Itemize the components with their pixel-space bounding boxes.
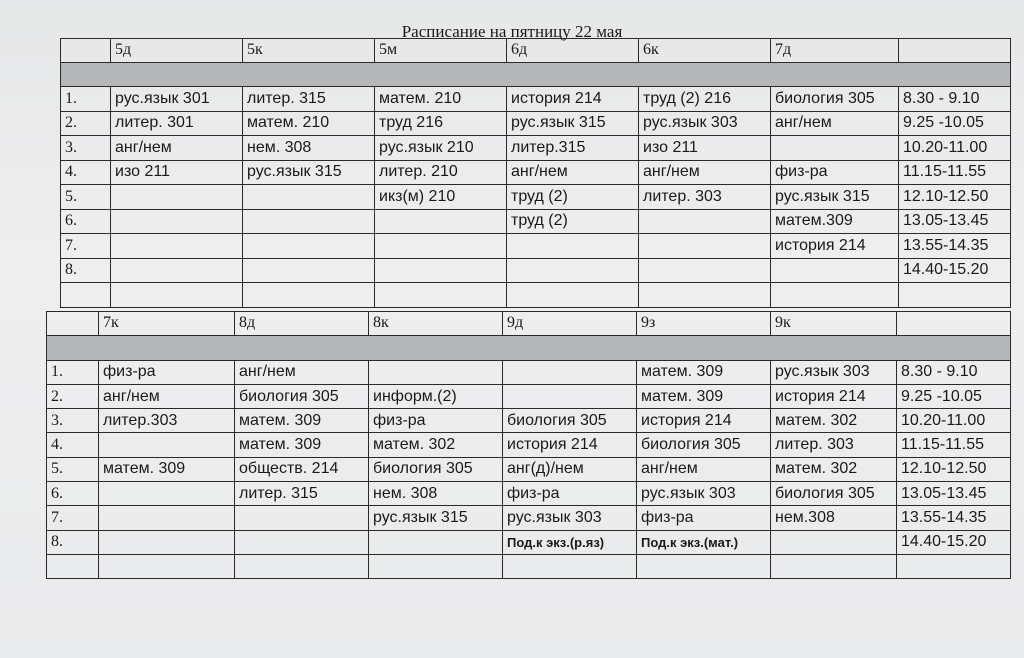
time-cell: 9.25 -10.05 (899, 111, 1011, 136)
empty-row (47, 554, 1011, 578)
lesson-number: 2. (61, 111, 111, 136)
lesson-cell (369, 360, 503, 384)
lesson-cell: матем. 302 (771, 457, 897, 481)
lesson-row (47, 433, 1011, 457)
lesson-row (61, 111, 1011, 136)
time-cell: 10.20-11.00 (897, 409, 1011, 433)
lesson-row (61, 258, 1011, 283)
lesson-cell (771, 136, 899, 161)
lesson-cell: рус.язык 315 (369, 506, 503, 530)
lesson-cell (243, 185, 375, 210)
lesson-number: 6. (61, 209, 111, 234)
class-header: 8д (235, 312, 369, 336)
lesson-row (61, 234, 1011, 259)
lesson-cell: анг/нем (771, 111, 899, 136)
lesson-cell: труд (2) 216 (639, 87, 771, 112)
lesson-row (61, 136, 1011, 161)
time-cell: 8.30 - 9.10 (897, 360, 1011, 384)
lesson-cell: литер. 301 (111, 111, 243, 136)
lesson-cell: рус.язык 315 (243, 160, 375, 185)
shaded-band (61, 63, 1011, 87)
lesson-cell: анг/нем (99, 384, 235, 408)
lesson-cell: история 214 (507, 87, 639, 112)
lesson-cell: история 214 (771, 384, 897, 408)
lesson-cell (99, 530, 235, 554)
class-header: 9з (637, 312, 771, 336)
lesson-row (47, 409, 1011, 433)
lesson-cell (243, 234, 375, 259)
shaded-separator-row (61, 63, 1011, 87)
empty-cell (899, 283, 1011, 308)
empty-cell (639, 283, 771, 308)
lesson-cell (771, 530, 897, 554)
lesson-number: 7. (61, 234, 111, 259)
empty-cell (897, 554, 1011, 578)
lesson-cell: труд (2) (507, 185, 639, 210)
lesson-row (61, 185, 1011, 210)
lesson-cell: рус.язык 303 (771, 360, 897, 384)
empty-cell (507, 283, 639, 308)
schedule-table-top (60, 38, 1011, 308)
class-header: 6к (639, 39, 771, 63)
empty-cell (61, 283, 111, 308)
lesson-row (47, 384, 1011, 408)
empty-cell (369, 554, 503, 578)
lesson-cell: труд 216 (375, 111, 507, 136)
lesson-cell: рус.язык 315 (507, 111, 639, 136)
lesson-number: 8. (47, 530, 99, 554)
lesson-cell: Под.к экз.(р.яз) (503, 530, 637, 554)
lesson-row (47, 482, 1011, 506)
empty-cell (503, 554, 637, 578)
lesson-cell: физ-ра (771, 160, 899, 185)
lesson-cell: биология 305 (637, 433, 771, 457)
lesson-cell: матем. 309 (235, 409, 369, 433)
lesson-cell: матем. 302 (369, 433, 503, 457)
lesson-number: 1. (47, 360, 99, 384)
class-header: 5м (375, 39, 507, 63)
lesson-row (47, 530, 1011, 554)
time-cell: 11.15-11.55 (899, 160, 1011, 185)
lesson-cell: история 214 (771, 234, 899, 259)
lesson-number: 5. (47, 457, 99, 481)
lesson-cell (243, 258, 375, 283)
lesson-cell: анг(д)/нем (503, 457, 637, 481)
time-cell: 9.25 -10.05 (897, 384, 1011, 408)
lesson-cell (507, 234, 639, 259)
time-cell: 13.05-13.45 (899, 209, 1011, 234)
time-cell: 13.55-14.35 (897, 506, 1011, 530)
lesson-cell: биология 305 (503, 409, 637, 433)
lesson-number: 4. (61, 160, 111, 185)
time-cell: 14.40-15.20 (897, 530, 1011, 554)
lesson-cell: рус.язык 301 (111, 87, 243, 112)
lesson-cell: история 214 (637, 409, 771, 433)
lesson-cell: рус.язык 303 (639, 111, 771, 136)
lesson-cell (111, 258, 243, 283)
lesson-cell (639, 209, 771, 234)
lesson-cell (99, 433, 235, 457)
lesson-cell (375, 258, 507, 283)
lesson-cell: обществ. 214 (235, 457, 369, 481)
empty-cell (243, 283, 375, 308)
lesson-cell (99, 506, 235, 530)
lesson-cell: физ-ра (369, 409, 503, 433)
lesson-cell (503, 360, 637, 384)
empty-cell (771, 554, 897, 578)
lesson-cell (111, 209, 243, 234)
empty-cell (637, 554, 771, 578)
lesson-cell: литер. 303 (639, 185, 771, 210)
time-cell: 8.30 - 9.10 (899, 87, 1011, 112)
lesson-cell: матем. 302 (771, 409, 897, 433)
lesson-cell (639, 258, 771, 283)
time-cell: 12.10-12.50 (899, 185, 1011, 210)
empty-cell (47, 554, 99, 578)
lesson-cell (375, 234, 507, 259)
lesson-cell: история 214 (503, 433, 637, 457)
time-cell: 10.20-11.00 (899, 136, 1011, 161)
class-header: 6д (507, 39, 639, 63)
lesson-row (47, 360, 1011, 384)
lesson-number: 5. (61, 185, 111, 210)
lesson-cell: анг/нем (637, 457, 771, 481)
lesson-cell: матем. 309 (637, 384, 771, 408)
lesson-cell: литер. 315 (235, 482, 369, 506)
lesson-cell: информ.(2) (369, 384, 503, 408)
lesson-row (47, 457, 1011, 481)
class-header: 9д (503, 312, 637, 336)
lesson-cell (369, 530, 503, 554)
empty-cell (99, 554, 235, 578)
lesson-cell: биология 305 (771, 482, 897, 506)
lesson-cell: физ-ра (99, 360, 235, 384)
lesson-cell: Под.к экз.(мат.) (637, 530, 771, 554)
empty-cell (61, 39, 111, 63)
lesson-cell: биология 305 (369, 457, 503, 481)
lesson-cell (507, 258, 639, 283)
lesson-cell: труд (2) (507, 209, 639, 234)
empty-cell (235, 554, 369, 578)
lesson-cell: физ-ра (637, 506, 771, 530)
lesson-cell: нем. 308 (369, 482, 503, 506)
empty-cell (771, 283, 899, 308)
empty-cell (47, 312, 99, 336)
lesson-row (61, 160, 1011, 185)
time-header (897, 312, 1011, 336)
lesson-cell (235, 506, 369, 530)
lesson-cell: рус.язык 303 (637, 482, 771, 506)
lesson-cell: анг/нем (111, 136, 243, 161)
lesson-cell: анг/нем (235, 360, 369, 384)
schedule-table-bottom (46, 311, 1011, 579)
class-header: 7д (771, 39, 899, 63)
lesson-number: 8. (61, 258, 111, 283)
lesson-cell: рус.язык 210 (375, 136, 507, 161)
class-header-row (47, 312, 1011, 336)
lesson-cell: биология 305 (235, 384, 369, 408)
lesson-cell: рус.язык 303 (503, 506, 637, 530)
shaded-separator-row (47, 336, 1011, 360)
lesson-cell: рус.язык 315 (771, 185, 899, 210)
lesson-number: 4. (47, 433, 99, 457)
empty-cell (375, 283, 507, 308)
lesson-cell: анг/нем (507, 160, 639, 185)
lesson-cell: литер. 210 (375, 160, 507, 185)
lesson-cell: изо 211 (639, 136, 771, 161)
lesson-cell (375, 209, 507, 234)
lesson-cell: литер.303 (99, 409, 235, 433)
lesson-cell: матем. 210 (375, 87, 507, 112)
lesson-row (47, 506, 1011, 530)
lesson-cell: нем. 308 (243, 136, 375, 161)
shaded-band (47, 336, 1011, 360)
lesson-cell: матем. 309 (235, 433, 369, 457)
empty-row (61, 283, 1011, 308)
time-cell: 11.15-11.55 (897, 433, 1011, 457)
lesson-cell: матем. 210 (243, 111, 375, 136)
lesson-cell: икз(м) 210 (375, 185, 507, 210)
page-title: Расписание на пятницу 22 мая (401, 22, 623, 41)
class-header: 9к (771, 312, 897, 336)
class-header: 7к (99, 312, 235, 336)
lesson-number: 1. (61, 87, 111, 112)
lesson-row (61, 209, 1011, 234)
empty-cell (111, 283, 243, 308)
lesson-cell (639, 234, 771, 259)
lesson-number: 2. (47, 384, 99, 408)
lesson-cell (503, 384, 637, 408)
lesson-cell: биология 305 (771, 87, 899, 112)
lesson-cell: физ-ра (503, 482, 637, 506)
time-header (899, 39, 1011, 63)
lesson-cell (771, 258, 899, 283)
lesson-number: 6. (47, 482, 99, 506)
lesson-cell (111, 234, 243, 259)
lesson-cell: изо 211 (111, 160, 243, 185)
class-header: 5к (243, 39, 375, 63)
lesson-number: 3. (61, 136, 111, 161)
lesson-cell: литер. 315 (243, 87, 375, 112)
lesson-cell: литер.315 (507, 136, 639, 161)
lesson-cell (243, 209, 375, 234)
lesson-row (61, 87, 1011, 112)
lesson-cell: литер. 303 (771, 433, 897, 457)
lesson-number: 7. (47, 506, 99, 530)
lesson-cell (111, 185, 243, 210)
time-cell: 14.40-15.20 (899, 258, 1011, 283)
class-header: 5д (111, 39, 243, 63)
time-cell: 13.55-14.35 (899, 234, 1011, 259)
time-cell: 12.10-12.50 (897, 457, 1011, 481)
class-header: 8к (369, 312, 503, 336)
lesson-cell (235, 530, 369, 554)
class-header-row (61, 39, 1011, 63)
lesson-number: 3. (47, 409, 99, 433)
time-cell: 13.05-13.45 (897, 482, 1011, 506)
lesson-cell: матем. 309 (99, 457, 235, 481)
lesson-cell: нем.308 (771, 506, 897, 530)
lesson-cell: матем. 309 (637, 360, 771, 384)
lesson-cell: матем.309 (771, 209, 899, 234)
lesson-cell: анг/нем (639, 160, 771, 185)
lesson-cell (99, 482, 235, 506)
